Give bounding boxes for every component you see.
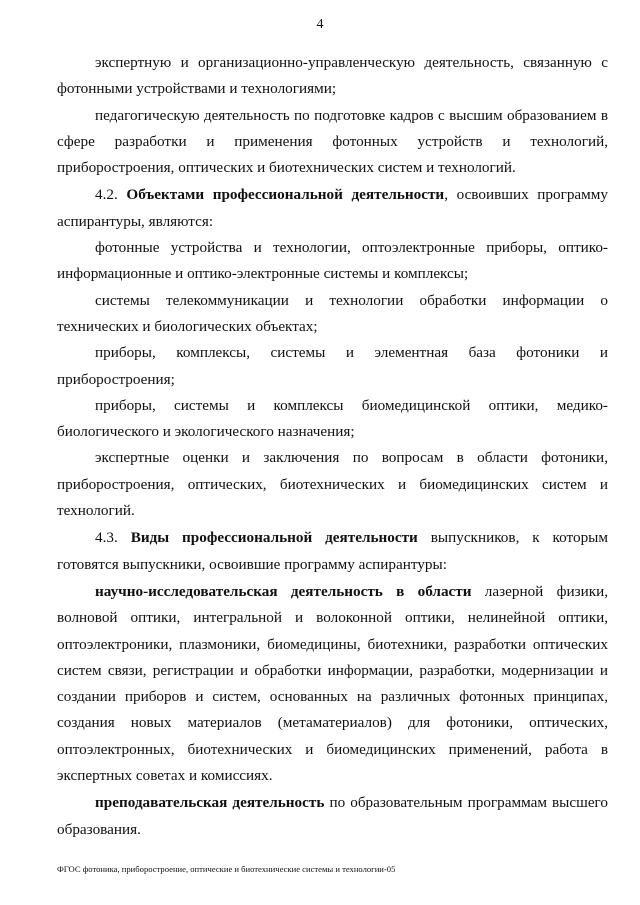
paragraph-research-activity — [57, 579, 608, 789]
paragraph-4-2-objects — [57, 182, 608, 235]
section-number: 4.3. — [95, 529, 131, 547]
list-item-biomedical-optics: приборы, системы и комплексы биомедицинской оптики, медико-биологического и экологического назначения; — [57, 396, 608, 441]
list-item-photonic-devices: фотонные устройства и технологии, оптоэлектронные приборы, оптико-информационные и оптико-электронные системы и комплексы; — [57, 239, 608, 283]
paragraph-4-3-types — [57, 525, 608, 578]
paragraph-teaching-activity — [57, 790, 608, 843]
body-text — [57, 50, 608, 843]
bold-term: Виды профессиональной деятельности — [130, 529, 418, 547]
section-number: 4.2. — [95, 186, 127, 204]
list-item-expert-assessments: экспертные оценки и заключения по вопросам в области фотоники, приборостроения, оптических, биотехнических и биомедицинских систем и технологий. — [57, 449, 608, 520]
bold-term: Объектами профессиональной деятельности — [126, 186, 445, 204]
list-item-telecom-systems: системы телекоммуникации и технологии обработки информации о технических и биологических объектах; — [57, 291, 608, 335]
paragraph-pedagogical-activity: педагогическую деятельность по подготовке кадров с высшим образованием в сфере разработки и применения фотонных устройств и технологий, приборостроения, оптических и биотехнических систем и технологий. — [57, 106, 608, 177]
paragraph-continuation: по образовательным программам высшего образования. — [57, 794, 608, 838]
list-item-instruments: приборы, комплексы, системы и элементная база фотоники и приборостроения; — [57, 344, 608, 388]
paragraph-expert-activity: экспертную и организационно-управленческую деятельность, связанную с фотонными устройствами и технологиями; — [57, 54, 608, 98]
paragraph-continuation: , освоивших программу аспирантуры, являются: — [57, 186, 608, 230]
paragraph-continuation: лазерной физики, волновой оптики, интегральной и волоконной оптики, нелинейной оптики, оптоэлектроники, плазмоники, биомедицины, биотехники, разработки оптических систем связи, регистрации и обработки информации, разработки, модернизации и создании приборов и систем, основанных на различных фотонных принципах, создания новых материалов (метаматериалов) для фотоники, оптических, оптоэлектронных, биотехнических и биомедицинских применений, работа в экспертных советах и комиссиях. — [57, 582, 608, 785]
bold-term: преподавательская деятельность — [95, 794, 325, 812]
page-number: 4 — [316, 17, 324, 32]
bold-term: научно-исследовательская деятельность в области — [95, 582, 472, 600]
page-footer: ФГОС фотоника, приборостроение, оптические и биотехнические системы и технологии-05 — [57, 864, 396, 874]
paragraph-continuation: выпускников, к которым готовятся выпускники, освоившие программу аспирантуры: — [57, 529, 608, 573]
